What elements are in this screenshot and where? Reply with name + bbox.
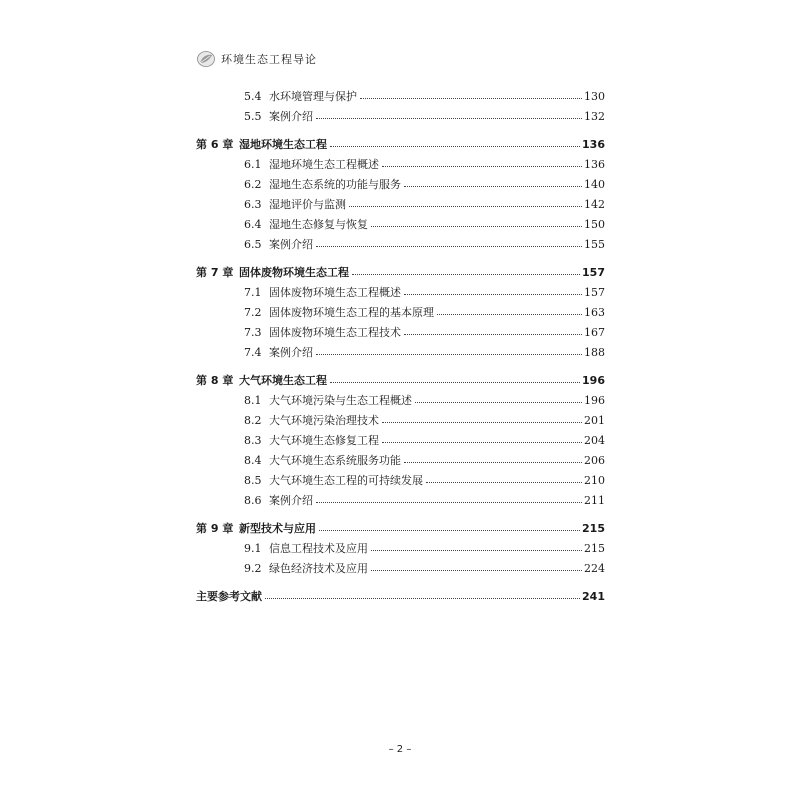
toc-section-entry[interactable] [196,431,605,451]
entry-title: 固体废物环境生态工程的基本原理 [269,306,434,319]
dot-leader [330,382,580,383]
entry-page-number: 142 [584,198,605,211]
dot-leader [371,226,582,227]
entry-title: 绿色经济技术及应用 [269,562,368,575]
running-header [196,50,317,68]
toc-section-entry[interactable] [196,215,605,235]
entry-number: 第 8 章 [196,374,234,387]
toc-section-entry[interactable] [196,451,605,471]
toc-section-entry[interactable] [196,323,605,343]
entry-page-number: 188 [584,346,605,359]
toc-section-entry[interactable] [196,155,605,175]
entry-title: 大气环境污染治理技术 [269,414,379,427]
entry-page-number: 136 [582,138,605,151]
entry-page-number: 130 [584,90,605,103]
dot-leader [319,530,580,531]
entry-title: 湿地评价与监测 [269,198,346,211]
dot-leader [371,550,582,551]
entry-page-number: 241 [582,590,605,603]
dot-leader [265,598,580,599]
toc-section-entry[interactable] [196,87,605,107]
page-number: – 2 – [388,744,412,755]
dot-leader [316,246,582,247]
entry-title: 固体废物环境生态工程技术 [269,326,401,339]
toc-chapter-entry[interactable] [196,263,605,283]
entry-title: 湿地环境生态工程 [239,138,327,151]
entry-title: 大气环境生态工程 [239,374,327,387]
dot-leader [371,570,582,571]
entry-title: 新型技术与应用 [239,522,316,535]
toc-section-entry[interactable] [196,411,605,431]
entry-title: 水环境管理与保护 [269,90,357,103]
entry-page-number: 224 [584,562,605,575]
toc-section-entry[interactable] [196,235,605,255]
entry-number: 7.2 [244,306,262,319]
dot-leader [316,118,582,119]
entry-title: 大气环境生态工程的可持续发展 [269,474,423,487]
entry-page-number: 204 [584,434,605,447]
entry-page-number: 157 [582,266,605,279]
entry-number: 7.1 [244,286,262,299]
entry-title: 信息工程技术及应用 [269,542,368,555]
entry-title: 湿地环境生态工程概述 [269,158,379,171]
toc-section-entry[interactable] [196,175,605,195]
toc-section-entry[interactable] [196,195,605,215]
dot-leader [382,422,582,423]
dot-leader [316,354,582,355]
entry-number: 6.3 [244,198,262,211]
dot-leader [316,502,582,503]
table-of-contents [196,87,605,607]
toc-section-entry[interactable] [196,107,605,127]
entry-number: 5.5 [244,110,262,123]
entry-page-number: 215 [584,542,605,555]
entry-page-number: 132 [584,110,605,123]
entry-number: 8.6 [244,494,262,507]
dot-leader [352,274,580,275]
entry-title: 案例介绍 [269,494,313,507]
entry-number: 第 6 章 [196,138,234,151]
entry-title: 案例介绍 [269,110,313,123]
dot-leader [382,166,582,167]
entry-page-number: 201 [584,414,605,427]
entry-page-number: 211 [584,494,605,507]
entry-title: 湿地生态系统的功能与服务 [269,178,401,191]
entry-title: 大气环境生态系统服务功能 [269,454,401,467]
entry-number: 8.1 [244,394,262,407]
entry-number: 第 9 章 [196,522,234,535]
toc-section-entry[interactable] [196,471,605,491]
toc-section-entry[interactable] [196,391,605,411]
entry-number: 6.4 [244,218,262,231]
entry-title: 大气环境生态修复工程 [269,434,379,447]
entry-page-number: 206 [584,454,605,467]
entry-title: 固体废物环境生态工程 [239,266,349,279]
entry-page-number: 150 [584,218,605,231]
entry-number: 8.4 [244,454,262,467]
dot-leader [404,294,582,295]
entry-page-number: 136 [584,158,605,171]
entry-title: 案例介绍 [269,238,313,251]
entry-title: 主要参考文献 [196,590,262,603]
entry-number: 9.1 [244,542,262,555]
toc-section-entry[interactable] [196,539,605,559]
entry-page-number: 196 [582,374,605,387]
entry-page-number: 215 [582,522,605,535]
entry-title: 湿地生态修复与恢复 [269,218,368,231]
entry-number: 6.1 [244,158,262,171]
entry-number: 第 7 章 [196,266,234,279]
toc-section-entry[interactable] [196,343,605,363]
entry-page-number: 140 [584,178,605,191]
entry-page-number: 157 [584,286,605,299]
dot-leader [404,334,582,335]
entry-number: 9.2 [244,562,262,575]
dot-leader [415,402,582,403]
entry-number: 7.4 [244,346,262,359]
entry-number: 8.3 [244,434,262,447]
dot-leader [426,482,582,483]
book-title: 环境生态工程导论 [221,53,317,66]
entry-page-number: 155 [584,238,605,251]
entry-number: 8.5 [244,474,262,487]
entry-page-number: 196 [584,394,605,407]
toc-section-entry[interactable] [196,283,605,303]
dot-leader [437,314,582,315]
dot-leader [382,442,582,443]
toc-section-entry[interactable] [196,303,605,323]
toc-section-entry[interactable] [196,559,605,579]
entry-number: 6.2 [244,178,262,191]
entry-number: 8.2 [244,414,262,427]
dot-leader [360,98,582,99]
entry-page-number: 167 [584,326,605,339]
toc-chapter-entry[interactable] [196,371,605,391]
dot-leader [404,186,582,187]
entry-title: 固体废物环境生态工程概述 [269,286,401,299]
dot-leader [330,146,580,147]
dot-leader [404,462,582,463]
entry-title: 大气环境污染与生态工程概述 [269,394,412,407]
toc-section-entry[interactable] [196,491,605,511]
entry-page-number: 163 [584,306,605,319]
entry-number: 6.5 [244,238,262,251]
entry-page-number: 210 [584,474,605,487]
toc-chapter-entry[interactable] [196,519,605,539]
toc-chapter-entry[interactable] [196,587,605,607]
entry-title: 案例介绍 [269,346,313,359]
dot-leader [349,206,582,207]
leaf-logo-icon [196,50,216,68]
entry-number: 5.4 [244,90,262,103]
toc-chapter-entry[interactable] [196,135,605,155]
entry-number: 7.3 [244,326,262,339]
